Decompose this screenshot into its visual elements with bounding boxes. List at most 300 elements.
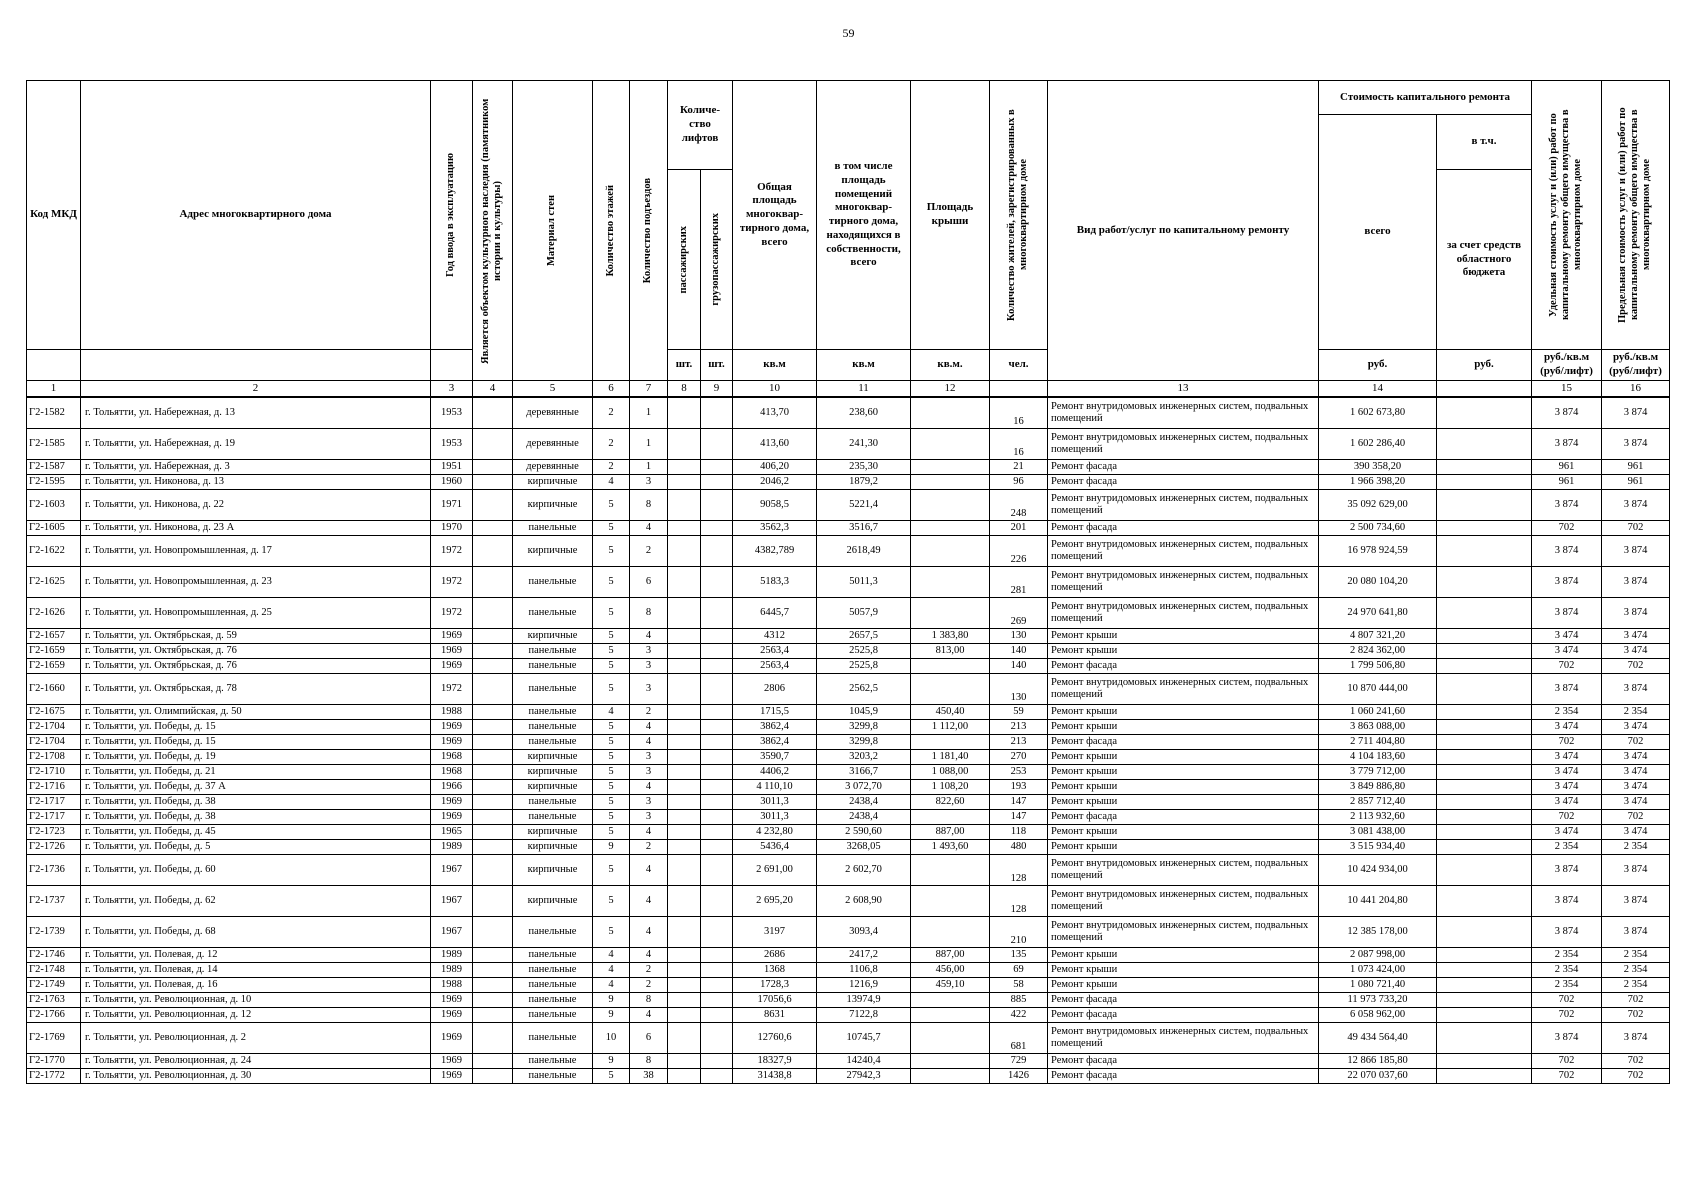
- cell-floors: 5: [593, 674, 630, 705]
- cell-cost-regional: [1437, 644, 1532, 659]
- cell-lifts-passenger: [668, 521, 701, 536]
- cell-floors: 2: [593, 397, 630, 429]
- table-row: [27, 674, 1670, 705]
- cell-entrances: 8: [630, 1054, 668, 1069]
- cell-cost-total: 4 104 183,60: [1319, 750, 1437, 765]
- cell-roof-area: 456,00: [911, 963, 990, 978]
- cell-unit-cost: 3 474: [1532, 750, 1602, 765]
- cell-max-cost: 2 354: [1602, 978, 1670, 993]
- cell-cost-total: 1 060 241,60: [1319, 705, 1437, 720]
- cell-address: г. Тольятти, ул. Октябрьская, д. 76: [81, 659, 431, 674]
- cell-owned-area: 7122,8: [817, 1008, 911, 1023]
- cell-address: г. Тольятти, ул. Олимпийская, д. 50: [81, 705, 431, 720]
- cell-owned-area: 2438,4: [817, 810, 911, 825]
- cell-code: Г2-1660: [27, 674, 81, 705]
- cell-residents: 885: [990, 993, 1048, 1008]
- cell-wall-material: панельные: [513, 1023, 593, 1054]
- cell-residents: 281: [990, 567, 1048, 598]
- cell-work-type: Ремонт внутридомовых инженерных систем, подвальных помещений: [1048, 567, 1319, 598]
- cell-max-cost: 702: [1602, 1069, 1670, 1084]
- cell-residents: 729: [990, 1054, 1048, 1069]
- cell-cost-total: 390 358,20: [1319, 460, 1437, 475]
- cell-lifts-passenger: [668, 429, 701, 460]
- cell-residents: 128: [990, 855, 1048, 886]
- cell-owned-area: 3299,8: [817, 720, 911, 735]
- cell-address: г. Тольятти, ул. Никонова, д. 23 А: [81, 521, 431, 536]
- cell-residents: 213: [990, 735, 1048, 750]
- cell-entrances: 4: [630, 917, 668, 948]
- cell-work-type: Ремонт крыши: [1048, 765, 1319, 780]
- cell-year: 1967: [431, 855, 473, 886]
- cell-lifts-passenger: [668, 855, 701, 886]
- cell-owned-area: 27942,3: [817, 1069, 911, 1084]
- cell-wall-material: панельные: [513, 735, 593, 750]
- cell-wall-material: кирпичные: [513, 536, 593, 567]
- cell-unit-cost: 3 874: [1532, 598, 1602, 629]
- cell-max-cost: 3 874: [1602, 397, 1670, 429]
- cell-address: г. Тольятти, ул. Победы, д. 21: [81, 765, 431, 780]
- cell-roof-area: 450,40: [911, 705, 990, 720]
- cell-cost-regional: [1437, 567, 1532, 598]
- cell-floors: 5: [593, 720, 630, 735]
- cell-address: г. Тольятти, ул. Новопромышленная, д. 23: [81, 567, 431, 598]
- column-number: 12: [911, 381, 990, 398]
- cell-residents: 480: [990, 840, 1048, 855]
- cell-address: г. Тольятти, ул. Революционная, д. 30: [81, 1069, 431, 1084]
- cell-owned-area: 3093,4: [817, 917, 911, 948]
- cell-residents: 128: [990, 886, 1048, 917]
- unit-year: [431, 350, 473, 381]
- cell-work-type: Ремонт внутридомовых инженерных систем, подвальных помещений: [1048, 855, 1319, 886]
- cell-unit-cost: 3 874: [1532, 429, 1602, 460]
- cell-heritage: [473, 917, 513, 948]
- cell-year: 1971: [431, 490, 473, 521]
- cell-code: Г2-1605: [27, 521, 81, 536]
- cell-total-area: 17056,6: [733, 993, 817, 1008]
- header-cost-regional: за счет средств областного бюджета: [1437, 170, 1532, 350]
- cell-code: Г2-1737: [27, 886, 81, 917]
- cell-year: 1969: [431, 720, 473, 735]
- cell-cost-total: 10 441 204,80: [1319, 886, 1437, 917]
- cell-unit-cost: 2 354: [1532, 978, 1602, 993]
- cell-work-type: Ремонт крыши: [1048, 825, 1319, 840]
- cell-unit-cost: 702: [1532, 735, 1602, 750]
- cell-code: Г2-1626: [27, 598, 81, 629]
- cell-lifts-passenger: [668, 825, 701, 840]
- cell-max-cost: 3 474: [1602, 780, 1670, 795]
- cell-lifts-cargo: [701, 521, 733, 536]
- column-number: 3: [431, 381, 473, 398]
- cell-residents: 253: [990, 765, 1048, 780]
- cell-cost-total: 3 779 712,00: [1319, 765, 1437, 780]
- cell-residents: 21: [990, 460, 1048, 475]
- cell-floors: 5: [593, 765, 630, 780]
- cell-wall-material: кирпичные: [513, 765, 593, 780]
- cell-lifts-passenger: [668, 490, 701, 521]
- header-residents: Количество жителей, зарегистрированных в многоквартирном доме: [990, 81, 1048, 350]
- cell-total-area: 6445,7: [733, 598, 817, 629]
- cell-max-cost: 702: [1602, 521, 1670, 536]
- table-row: [27, 780, 1670, 795]
- unit-roof-area: кв.м.: [911, 350, 990, 381]
- cell-total-area: 3011,3: [733, 810, 817, 825]
- cell-residents: 193: [990, 780, 1048, 795]
- cell-heritage: [473, 1008, 513, 1023]
- cell-cost-total: 1 966 398,20: [1319, 475, 1437, 490]
- cell-entrances: 8: [630, 993, 668, 1008]
- cell-roof-area: [911, 917, 990, 948]
- unit-total-area: кв.м: [733, 350, 817, 381]
- cell-total-area: 3590,7: [733, 750, 817, 765]
- cell-code: Г2-1704: [27, 735, 81, 750]
- cell-roof-area: [911, 429, 990, 460]
- cell-lifts-cargo: [701, 644, 733, 659]
- cell-cost-total: 16 978 924,59: [1319, 536, 1437, 567]
- cell-heritage: [473, 1069, 513, 1084]
- cell-work-type: Ремонт крыши: [1048, 795, 1319, 810]
- cell-heritage: [473, 780, 513, 795]
- table-row: [27, 567, 1670, 598]
- cell-cost-total: 10 870 444,00: [1319, 674, 1437, 705]
- header-roof-area: Площадь крыши: [911, 81, 990, 350]
- cell-total-area: 4406,2: [733, 765, 817, 780]
- cell-cost-total: 4 807 321,20: [1319, 629, 1437, 644]
- cell-cost-total: 3 081 438,00: [1319, 825, 1437, 840]
- cell-roof-area: 459,10: [911, 978, 990, 993]
- cell-unit-cost: 3 874: [1532, 567, 1602, 598]
- cell-floors: 5: [593, 825, 630, 840]
- cell-floors: 5: [593, 810, 630, 825]
- cell-heritage: [473, 810, 513, 825]
- column-number: 1: [27, 381, 81, 398]
- cell-lifts-passenger: [668, 598, 701, 629]
- cell-lifts-passenger: [668, 659, 701, 674]
- cell-lifts-passenger: [668, 1054, 701, 1069]
- cell-max-cost: 3 874: [1602, 598, 1670, 629]
- cell-lifts-cargo: [701, 1023, 733, 1054]
- table-row: [27, 795, 1670, 810]
- cell-work-type: Ремонт крыши: [1048, 840, 1319, 855]
- cell-max-cost: 3 874: [1602, 567, 1670, 598]
- cell-unit-cost: 3 874: [1532, 536, 1602, 567]
- column-number: 6: [593, 381, 630, 398]
- header-lifts-cargo: грузопассажирских: [701, 170, 733, 350]
- cell-total-area: 3862,4: [733, 735, 817, 750]
- table-row: [27, 536, 1670, 567]
- cell-address: г. Тольятти, ул. Новопромышленная, д. 17: [81, 536, 431, 567]
- cell-max-cost: 3 474: [1602, 765, 1670, 780]
- cell-total-area: 4 232,80: [733, 825, 817, 840]
- header-year: Год ввода в эксплуатацию: [431, 81, 473, 350]
- cell-floors: 2: [593, 460, 630, 475]
- cell-owned-area: 14240,4: [817, 1054, 911, 1069]
- cell-wall-material: панельные: [513, 659, 593, 674]
- cell-year: 1968: [431, 765, 473, 780]
- cell-total-area: 2686: [733, 948, 817, 963]
- cell-year: 1989: [431, 840, 473, 855]
- cell-max-cost: 3 874: [1602, 429, 1670, 460]
- cell-address: г. Тольятти, ул. Набережная, д. 3: [81, 460, 431, 475]
- cell-entrances: 4: [630, 521, 668, 536]
- cell-total-area: 413,60: [733, 429, 817, 460]
- cell-cost-total: 24 970 641,80: [1319, 598, 1437, 629]
- cell-heritage: [473, 644, 513, 659]
- cell-roof-area: [911, 475, 990, 490]
- cell-lifts-passenger: [668, 840, 701, 855]
- cell-year: 1969: [431, 993, 473, 1008]
- cell-roof-area: 1 088,00: [911, 765, 990, 780]
- cell-lifts-cargo: [701, 1008, 733, 1023]
- cell-heritage: [473, 674, 513, 705]
- cell-unit-cost: 3 474: [1532, 795, 1602, 810]
- header-max-cost: Предельная стоимость услуг и (или) работ по капитальному ремонту общего имущества в многоквартирном доме: [1602, 81, 1670, 350]
- cell-work-type: Ремонт крыши: [1048, 780, 1319, 795]
- cell-roof-area: 1 108,20: [911, 780, 990, 795]
- cell-max-cost: 3 874: [1602, 855, 1670, 886]
- cell-lifts-passenger: [668, 629, 701, 644]
- cell-code: Г2-1763: [27, 993, 81, 1008]
- cell-heritage: [473, 1023, 513, 1054]
- cell-roof-area: 1 383,80: [911, 629, 990, 644]
- cell-address: г. Тольятти, ул. Набережная, д. 19: [81, 429, 431, 460]
- cell-address: г. Тольятти, ул. Революционная, д. 24: [81, 1054, 431, 1069]
- cell-owned-area: 5057,9: [817, 598, 911, 629]
- header-code: Код МКД: [27, 81, 81, 350]
- cell-roof-area: 813,00: [911, 644, 990, 659]
- cell-lifts-passenger: [668, 978, 701, 993]
- cell-lifts-cargo: [701, 659, 733, 674]
- cell-wall-material: панельные: [513, 644, 593, 659]
- cell-code: Г2-1749: [27, 978, 81, 993]
- cell-entrances: 3: [630, 644, 668, 659]
- cell-code: Г2-1772: [27, 1069, 81, 1084]
- cell-roof-area: 822,60: [911, 795, 990, 810]
- cell-cost-total: 10 424 934,00: [1319, 855, 1437, 886]
- cell-unit-cost: 702: [1532, 810, 1602, 825]
- cell-floors: 5: [593, 521, 630, 536]
- cell-work-type: Ремонт фасада: [1048, 993, 1319, 1008]
- cell-floors: 9: [593, 840, 630, 855]
- cell-floors: 5: [593, 490, 630, 521]
- cell-year: 1972: [431, 598, 473, 629]
- cell-wall-material: кирпичные: [513, 490, 593, 521]
- cell-max-cost: 3 474: [1602, 644, 1670, 659]
- cell-wall-material: панельные: [513, 993, 593, 1008]
- cell-lifts-passenger: [668, 705, 701, 720]
- cell-floors: 5: [593, 917, 630, 948]
- cell-cost-total: 1 799 506,80: [1319, 659, 1437, 674]
- cell-roof-area: [911, 1069, 990, 1084]
- cell-code: Г2-1748: [27, 963, 81, 978]
- cell-total-area: 2563,4: [733, 659, 817, 674]
- cell-address: г. Тольятти, ул. Победы, д. 38: [81, 810, 431, 825]
- cell-lifts-cargo: [701, 567, 733, 598]
- cell-year: 1969: [431, 1069, 473, 1084]
- cell-work-type: Ремонт внутридомовых инженерных систем, подвальных помещений: [1048, 674, 1319, 705]
- cell-year: 1989: [431, 948, 473, 963]
- cell-cost-total: 20 080 104,20: [1319, 567, 1437, 598]
- cell-owned-area: 2657,5: [817, 629, 911, 644]
- table-row: [27, 1069, 1670, 1084]
- cell-entrances: 4: [630, 629, 668, 644]
- cell-code: Г2-1704: [27, 720, 81, 735]
- cell-roof-area: [911, 886, 990, 917]
- cell-address: г. Тольятти, ул. Революционная, д. 12: [81, 1008, 431, 1023]
- cell-code: Г2-1603: [27, 490, 81, 521]
- cell-heritage: [473, 795, 513, 810]
- cell-lifts-cargo: [701, 735, 733, 750]
- cell-lifts-cargo: [701, 750, 733, 765]
- cell-floors: 2: [593, 429, 630, 460]
- cell-unit-cost: 702: [1532, 993, 1602, 1008]
- cell-year: 1968: [431, 750, 473, 765]
- unit-lifts-passenger: шт.: [668, 350, 701, 381]
- cell-total-area: 18327,9: [733, 1054, 817, 1069]
- cell-unit-cost: 2 354: [1532, 963, 1602, 978]
- header-cost: Стоимость капитального ремонта: [1319, 81, 1532, 115]
- cell-cost-regional: [1437, 795, 1532, 810]
- cell-cost-total: 2 824 362,00: [1319, 644, 1437, 659]
- cell-lifts-cargo: [701, 720, 733, 735]
- cell-total-area: 2046,2: [733, 475, 817, 490]
- table-row: [27, 1054, 1670, 1069]
- unit-address: [81, 350, 431, 381]
- cell-wall-material: деревянные: [513, 397, 593, 429]
- cell-year: 1969: [431, 1054, 473, 1069]
- cell-wall-material: панельные: [513, 963, 593, 978]
- cell-work-type: Ремонт крыши: [1048, 705, 1319, 720]
- cell-year: 1969: [431, 659, 473, 674]
- cell-address: г. Тольятти, ул. Победы, д. 19: [81, 750, 431, 765]
- unit-unit-cost: руб./кв.м (руб/лифт): [1532, 350, 1602, 381]
- cell-floors: 5: [593, 780, 630, 795]
- cell-year: 1966: [431, 780, 473, 795]
- unit-lifts-cargo: шт.: [701, 350, 733, 381]
- cell-work-type: Ремонт крыши: [1048, 629, 1319, 644]
- cell-year: 1969: [431, 1023, 473, 1054]
- table-row: [27, 475, 1670, 490]
- cell-lifts-cargo: [701, 674, 733, 705]
- cell-lifts-cargo: [701, 1069, 733, 1084]
- cell-residents: 269: [990, 598, 1048, 629]
- cell-lifts-cargo: [701, 598, 733, 629]
- cell-lifts-passenger: [668, 810, 701, 825]
- cell-unit-cost: 702: [1532, 1008, 1602, 1023]
- cell-floors: 5: [593, 886, 630, 917]
- cell-roof-area: [911, 735, 990, 750]
- cell-owned-area: 10745,7: [817, 1023, 911, 1054]
- cell-max-cost: 3 874: [1602, 490, 1670, 521]
- cell-roof-area: [911, 521, 990, 536]
- header-lifts: Количе- ство лифтов: [668, 81, 733, 170]
- cell-unit-cost: 3 874: [1532, 917, 1602, 948]
- cell-work-type: Ремонт фасада: [1048, 460, 1319, 475]
- cell-residents: 118: [990, 825, 1048, 840]
- cell-address: г. Тольятти, ул. Победы, д. 62: [81, 886, 431, 917]
- cell-work-type: Ремонт внутридомовых инженерных систем, подвальных помещений: [1048, 886, 1319, 917]
- cell-residents: 1426: [990, 1069, 1048, 1084]
- cell-lifts-cargo: [701, 917, 733, 948]
- cell-heritage: [473, 720, 513, 735]
- table-row: [27, 705, 1670, 720]
- cell-lifts-cargo: [701, 810, 733, 825]
- cell-work-type: Ремонт фасада: [1048, 735, 1319, 750]
- cell-code: Г2-1595: [27, 475, 81, 490]
- cell-wall-material: кирпичные: [513, 855, 593, 886]
- cell-address: г. Тольятти, ул. Победы, д. 38: [81, 795, 431, 810]
- cell-cost-total: 11 973 733,20: [1319, 993, 1437, 1008]
- column-number: 8: [668, 381, 701, 398]
- cell-unit-cost: 702: [1532, 1069, 1602, 1084]
- table-row: [27, 765, 1670, 780]
- cell-heritage: [473, 521, 513, 536]
- cell-work-type: Ремонт крыши: [1048, 963, 1319, 978]
- cell-unit-cost: 3 474: [1532, 765, 1602, 780]
- cell-total-area: 406,20: [733, 460, 817, 475]
- cell-roof-area: 1 181,40: [911, 750, 990, 765]
- cell-unit-cost: 702: [1532, 659, 1602, 674]
- cell-owned-area: 1216,9: [817, 978, 911, 993]
- cell-address: г. Тольятти, ул. Октябрьская, д. 78: [81, 674, 431, 705]
- cell-heritage: [473, 705, 513, 720]
- cell-wall-material: деревянные: [513, 460, 593, 475]
- cell-cost-regional: [1437, 735, 1532, 750]
- cell-work-type: Ремонт фасада: [1048, 521, 1319, 536]
- cell-owned-area: 3 072,70: [817, 780, 911, 795]
- cell-unit-cost: 3 474: [1532, 720, 1602, 735]
- column-number: 7: [630, 381, 668, 398]
- cell-work-type: Ремонт крыши: [1048, 644, 1319, 659]
- cell-year: 1969: [431, 1008, 473, 1023]
- cell-lifts-cargo: [701, 963, 733, 978]
- cell-owned-area: 3516,7: [817, 521, 911, 536]
- cell-cost-total: 2 087 998,00: [1319, 948, 1437, 963]
- cell-address: г. Тольятти, ул. Победы, д. 37 А: [81, 780, 431, 795]
- cell-residents: 147: [990, 810, 1048, 825]
- cell-work-type: Ремонт внутридомовых инженерных систем, подвальных помещений: [1048, 1023, 1319, 1054]
- cell-heritage: [473, 765, 513, 780]
- cell-entrances: 8: [630, 490, 668, 521]
- cell-floors: 5: [593, 659, 630, 674]
- cell-cost-total: 3 863 088,00: [1319, 720, 1437, 735]
- cell-heritage: [473, 397, 513, 429]
- cell-entrances: 4: [630, 886, 668, 917]
- cell-cost-regional: [1437, 948, 1532, 963]
- cell-cost-regional: [1437, 1069, 1532, 1084]
- cell-lifts-passenger: [668, 993, 701, 1008]
- cell-work-type: Ремонт крыши: [1048, 750, 1319, 765]
- cell-entrances: 4: [630, 735, 668, 750]
- cell-work-type: Ремонт внутридомовых инженерных систем, подвальных помещений: [1048, 598, 1319, 629]
- cell-residents: 226: [990, 536, 1048, 567]
- cell-max-cost: 702: [1602, 735, 1670, 750]
- cell-lifts-passenger: [668, 1069, 701, 1084]
- cell-entrances: 3: [630, 750, 668, 765]
- cell-residents: 130: [990, 629, 1048, 644]
- cell-cost-total: 2 113 932,60: [1319, 810, 1437, 825]
- cell-lifts-passenger: [668, 795, 701, 810]
- page-number: 59: [842, 26, 855, 40]
- cell-lifts-cargo: [701, 840, 733, 855]
- table-body: [27, 397, 1670, 1084]
- cell-cost-total: 22 070 037,60: [1319, 1069, 1437, 1084]
- column-number: 2: [81, 381, 431, 398]
- cell-year: 1988: [431, 978, 473, 993]
- column-number: 16: [1602, 381, 1670, 398]
- cell-total-area: 413,70: [733, 397, 817, 429]
- cell-floors: 4: [593, 963, 630, 978]
- cell-lifts-passenger: [668, 567, 701, 598]
